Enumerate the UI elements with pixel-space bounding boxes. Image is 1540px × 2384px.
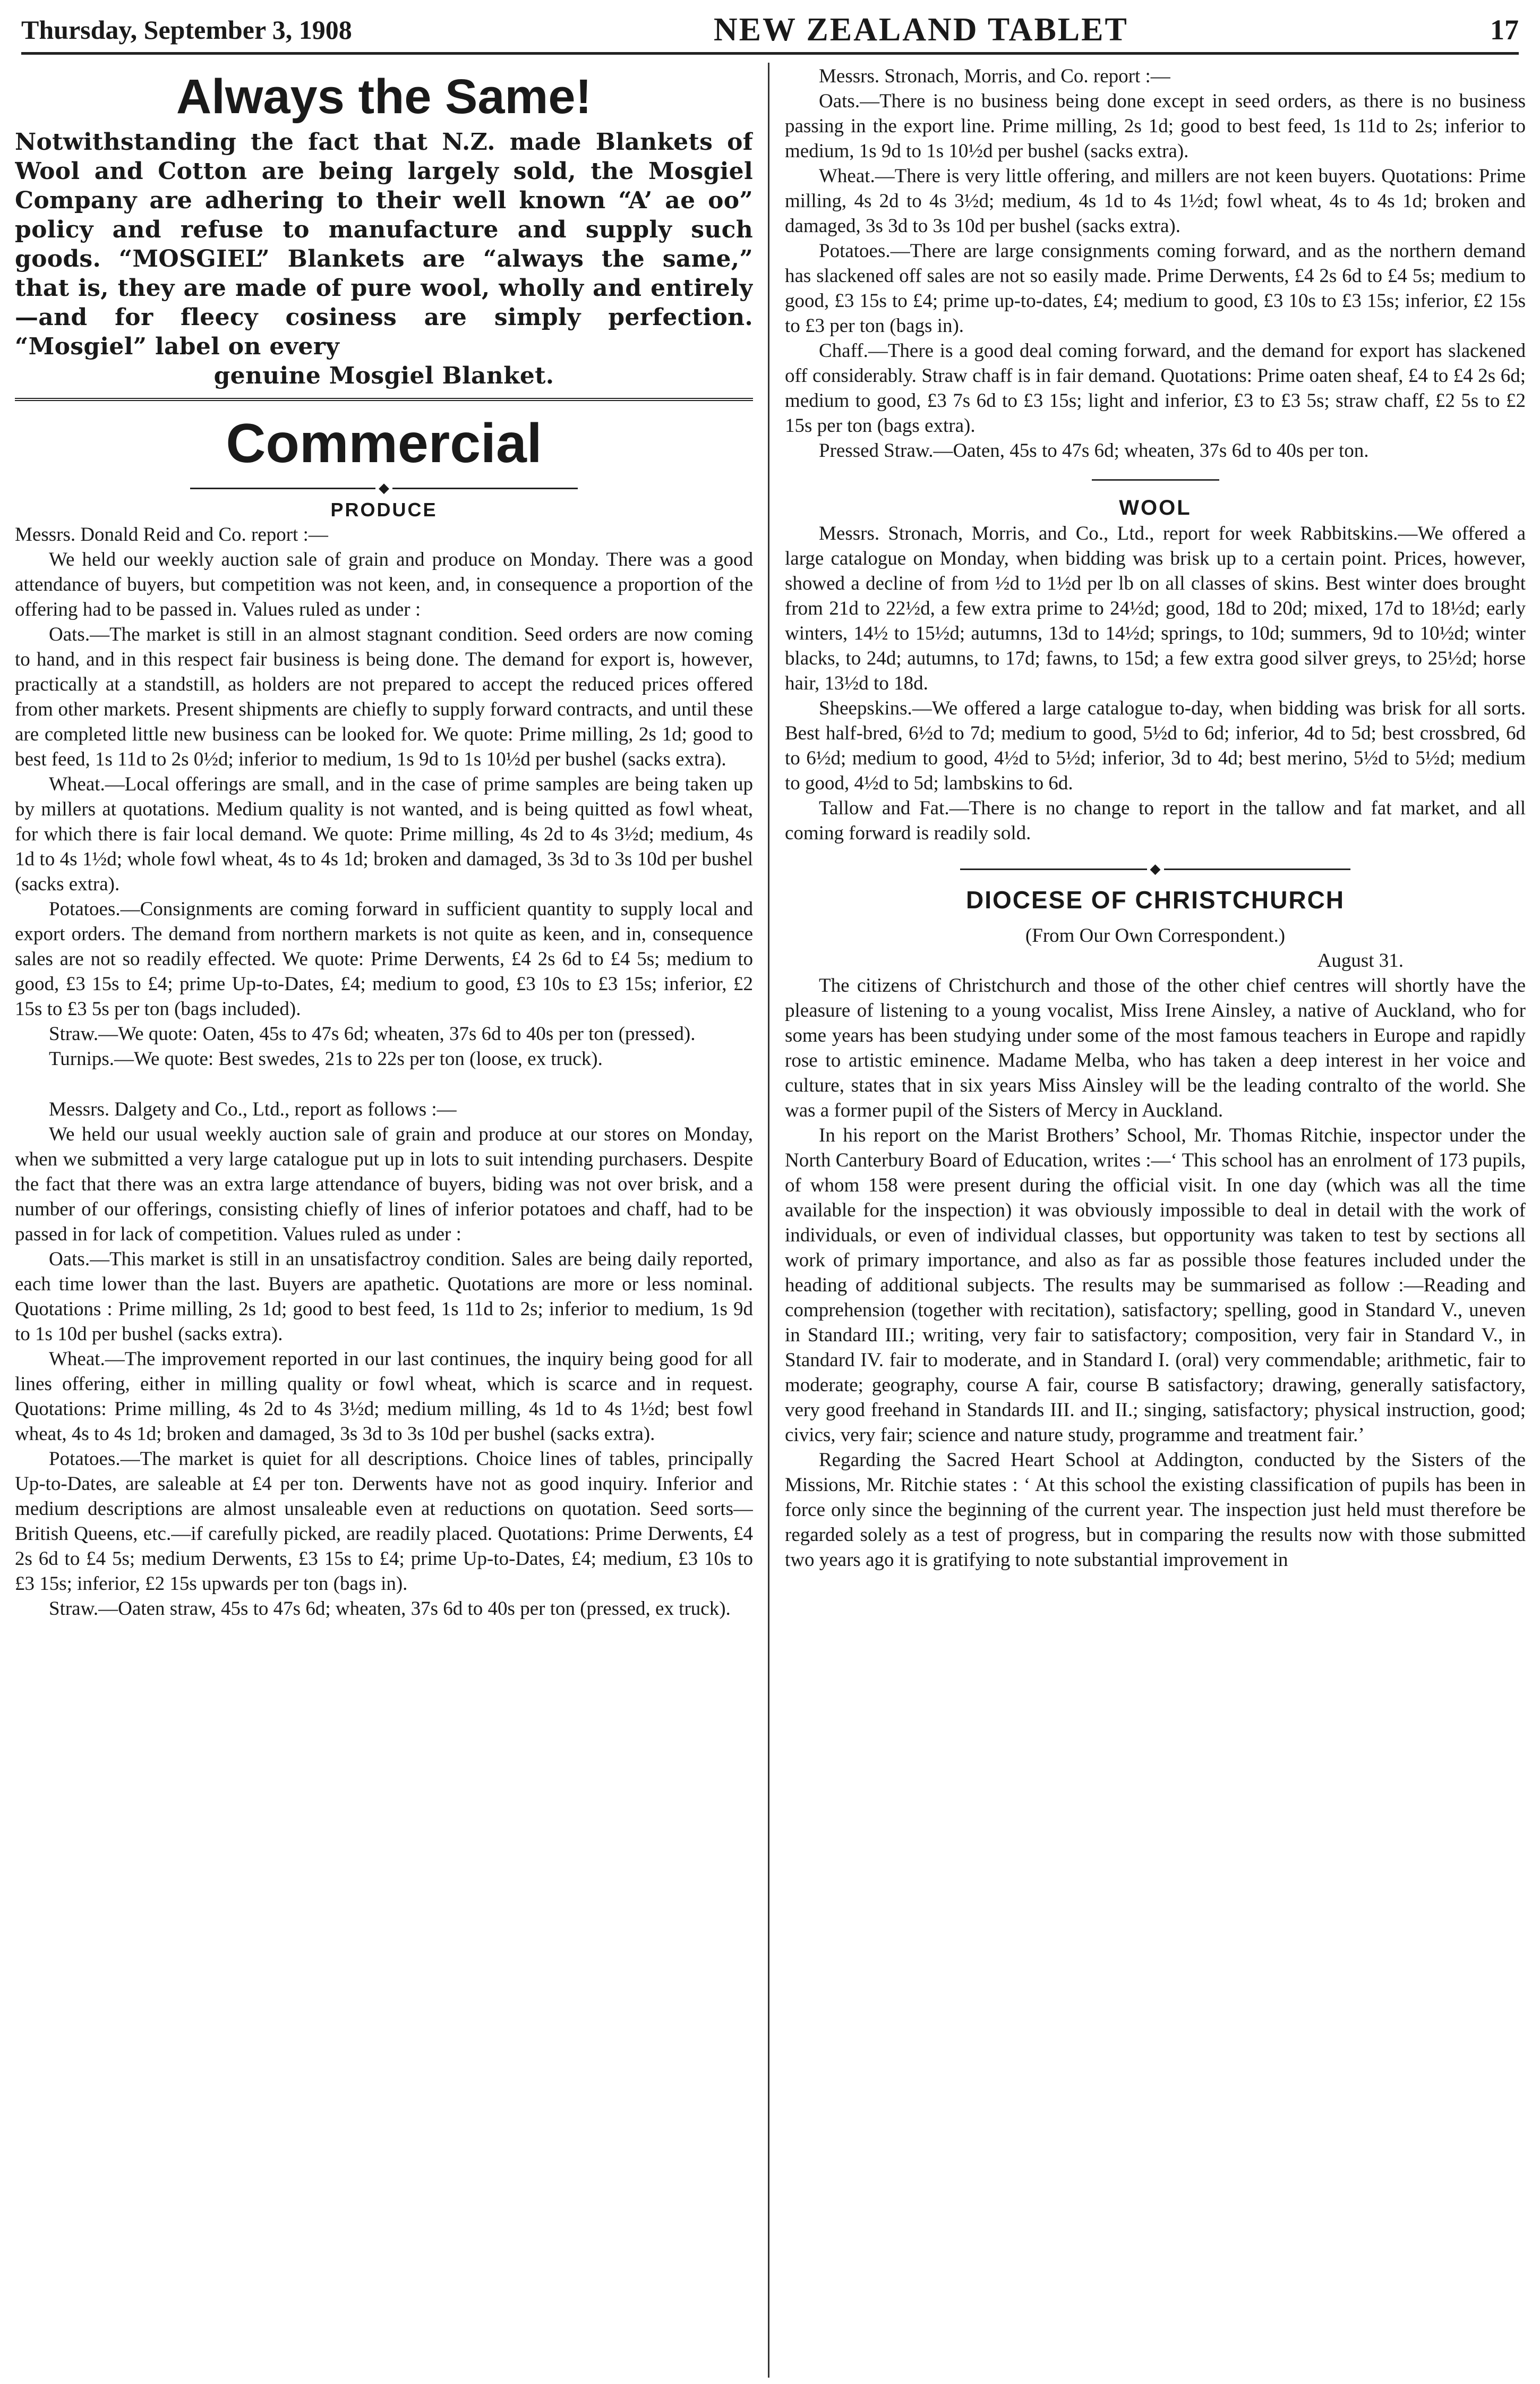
section-divider (1092, 479, 1219, 481)
ornament-rule (960, 862, 1350, 876)
report-paragraph: We held our weekly auction sale of grain and produce on Monday. There was a good attendance of buyers, but competition was not keen, and, in consequence a proportion of the offering had to be passed in. Values ruled as under : (15, 549, 753, 620)
subhead-wool: WOOL (1119, 496, 1192, 520)
report-paragraph: Potatoes.—There are large consignments coming forward, and as the northern demand has slackened off sales are not so easily made. Prime Derwents, £4 2s 6d to £4 5s; medium to good, £3 15s to £4; prime up-to-dates, £4; medium to good, £3 10s to £3 15s; inferior, £2 15s to £3 per ton (bags in). (785, 240, 1526, 337)
report-paragraph: Pressed Straw.—Oaten, 45s to 47s 6d; wheaten, 37s 6d to 40s per ton. (819, 440, 1369, 462)
report-paragraph: Wheat.—Local offerings are small, and in the case of prime samples are being taken up by millers at quotations. Medium quality is not wanted, and is being quitted as fowl wheat, for which there is fair local demand. We quote: Prime milling, 4s 2d to 4s 3½d; medium, 4s 1d to 4s 1½d; whole fowl wheat, 4s to 4s 1d; broken and damaged, 3s 3d to 3s 10d per bushel (sacks extra). (15, 773, 753, 895)
diocese-paragraph: Regarding the Sacred Heart School at Addington, conducted by the Sisters of the Missions, Mr. Ritchie states : ‘ At this school the existing classification of pupils has been in force only since the beginning of the current year. The inspection just held must therefore be regarded solely as a test of progress, but in comparing the results now with those submitted two years ago it is gratifying to note substantial improvement in (785, 1449, 1526, 1571)
report-paragraph: Chaff.—There is a good deal coming forward, and the demand for export has slackened off considerably. Straw chaff is in fair demand. Quotations: Prime oaten sheaf, £4 to £4 2s 6d; medium to good, £3 7s 6d to £3 15s; light and inferior, £3 to £3 5s; straw chaff, £2 5s to £2 15s per ton (bags extra). (785, 340, 1526, 437)
report-intro: Messrs. Dalgety and Co., Ltd., report as follows :— (49, 1099, 457, 1120)
ad-headline: Always the Same! (176, 70, 592, 124)
diocese-paragraph: The citizens of Christchurch and those of the other chief centres will shortly have the pleasure of listening to a young vocalist, Miss Irene Ainsley, a native of Auckland, who for some years has been studying under some of the most famous teachers in Europe and rapidly rose to artistic eminence. Madame Melba, who has taken a deep interest in her voice and culture, states that in six years Miss Ainsley will be the leading contralto of the world. She was a former pupil of the Sisters of Mercy in Auckland. (785, 975, 1526, 1121)
report-paragraph: Straw.—Oaten straw, 45s to 47s 6d; wheaten, 37s 6d to 40s per ton (pressed, ex truck). (49, 1598, 731, 1620)
ornament-rule (190, 481, 578, 496)
wool-paragraph: Messrs. Stronach, Morris, and Co., Ltd., report for week Rabbitskins.—We offered a large catalogue on Monday, when bidding was brisk up to a certain point. Prices, however, showed a decline of from ½d to 1½d per lb on all classes of skins. Best winter does brought from 21d to 22½d, a few extra prime to 24½d; good, 18d to 20d; mixed, 17d to 18½d; early winters, 14½ to 15½d; autumns, 13d to 14½d; springs, to 10d; summers, 9d to 10½d; winter blacks, to 24d; autumns, to 17d; fawns, to 15d; a few extra good silver greys, to 25½d; horse hair, 13½d to 18d. (785, 523, 1526, 694)
mosgiel-advertisement (15, 68, 753, 401)
ad-last-line: genuine Mosgiel Blanket. (213, 362, 554, 389)
report-paragraph: Potatoes.—The market is quiet for all descriptions. Choice lines of tables, principally Up-to-Dates, are saleable at £4 per ton. Derwents have not as good inquiry. Inferior and medium descriptions are almost unsaleable even at reductions on quotation. Seed sorts—British Queens, etc.—if carefully picked, are readily placed. Quotations: Prime Derwents, £4 2s 6d to £4 5s; medium Derwents, £3 15s to £4; prime Up-to-Dates, £4; medium, £3 10s to £3 15s; inferior, £2 15s upwards per ton (bags in). (15, 1448, 753, 1595)
report-paragraph: Straw.—We quote: Oaten, 45s to 47s 6d; wheaten, 37s 6d to 40s per ton (pressed). (49, 1023, 696, 1045)
subhead-produce: PRODUCE (330, 499, 438, 521)
report-paragraph: We held our usual weekly auction sale of grain and produce at our stores on Monday, when we submitted a very large catalogue put up in lots to suit intending purchasers. Despite the fact that there was an extra large attendance of buyers, biding was not over brisk, and a number of our offerings, consisting chiefly of lines of inferior potatoes and chaff, had to be passed in for lack of competition. Values ruled as under : (15, 1123, 753, 1245)
diamond-ornament-icon: ◆ (1147, 862, 1164, 876)
ad-body (15, 127, 753, 390)
right-column (785, 64, 1526, 2378)
issue-date: Thursday, September 3, 1908 (21, 15, 352, 45)
wool-paragraph: Sheepskins.—We offered a large catalogue to-day, when bidding was brisk for all sorts. Best half-bred, 6½d to 7d; medium to good, 5½d to 6d; inferior, 4d to 5d; best crossbred, 6d to 6½d; medium to good, 4½d to 5½d; inferior, 3d to 4d; best merino, 5½d to 5½d; medium to good, 4½d to 5d; lambskins to 6d. (785, 697, 1526, 794)
subhead-diocese: DIOCESE OF CHRISTCHURCH (965, 886, 1345, 914)
report-paragraph: Wheat.—The improvement reported in our last continues, the inquiry being good for all lines offering, either in milling quality or fowl wheat, which is scarce and in request. Quotations: Prime milling, 4s 2d to 4s 3½d; medium milling, 4s 1d to 4s 1½d; best fowl wheat, 4s to 4s 1d; broken and damaged, 3s 3d to 3s 10d per bushel (sacks extra). (15, 1348, 753, 1445)
report-paragraph: Turnips.—We quote: Best swedes, 21s to 22s per ton (loose, ex truck). (49, 1048, 603, 1070)
report-paragraph: Potatoes.—Consignments are coming forward in sufficient quantity to supply local and export orders. The demand from northern markets is not quite as keen, and in, consequence sales are not so readily effected. We quote: Prime Derwents, £4 2s 6d to £4 5s; medium to good, £3 15s to £4; prime Up-to-Dates, £4; medium to good, £3 10s to £3 15s; inferior, £2 15s to £3 5s per ton (bags included). (15, 898, 753, 1020)
diocese-paragraph: In his report on the Marist Brothers’ School, Mr. Thomas Ritchie, inspector under the North Canterbury Board of Education, writes :—‘ This school has an enrolment of 173 pupils, of whom 158 were present during the official visit. In one day (which was all the time available for the inspection) it was obviously impossible to deal in detail with the work of individuals, or even of individual classes, but opportunity was taken to test by sections all work of primary importance, and also as far as possible those features included under the heading of additional subjects. The results may be summarised as follow :—Reading and comprehension (together with recitation), satisfactory; spelling, good in Standard V., uneven in Standard III.; writing, very fair to satisfactory; composition, very fair in Standard V., in Standard IV. fair to moderate, and in Standard I. (oral) very commendable; arithmetic, fair to moderate; geography, course A fair, course B satisfactory; drawing, generally satisfactory, very good freehand in Standards III. and II.; singing, satisfactory; physical instruction, good; civics, very fair; science and nature study, programme and treatment fair.’ (785, 1125, 1526, 1446)
masthead (21, 7, 1519, 55)
left-column (15, 64, 753, 2378)
ad-body-text: Notwithstanding the fact that N.Z. made Blankets of Wool and Cotton are being largely sold, the Mosgiel Company are adhering to their well known “A’ ae oo” policy and refuse to manufacture and supply such goods. “MOSGIEL” Blankets are “always the same,” that is, they are made of pure wool, wholly and entirely—and for fleecy cosiness are simply perfection. “Mosgiel” label on every (15, 129, 753, 360)
report-paragraph: Wheat.—There is very little offering, and millers are not keen buyers. Quotations: Prime milling, 4s 2d to 4s 3½d; medium, 4s 1d to 4s 1½d; fowl wheat, 4s to 4s 1d; broken and damaged, 3s 3d to 3s 10d per bushel (sacks extra). (785, 165, 1526, 237)
report-paragraph: Oats.—The market is still in an almost stagnant condition. Seed orders are now coming to hand, and in this respect fair business is being done. The demand for export is, however, practically at a standstill, as holders are not prepared to accept the reduced prices offered from other markets. Present shipments are chiefly to supply forward contracts, and until these are completed little new business can be looked for. We quote: Prime milling, 2s 1d; good to best feed, 1s 11d to 2s 0½d; inferior to medium, 1s 9d to 1s 10½d per bushel (sacks extra). (15, 624, 753, 770)
report-intro: Messrs. Stronach, Morris, and Co. report :— (819, 65, 1170, 87)
diamond-ornament-icon: ◆ (375, 481, 392, 496)
column-divider (768, 63, 769, 2378)
wool-paragraph: Tallow and Fat.—There is no change to report in the tallow and fat market, and all coming forward is readily sold. (785, 797, 1526, 844)
spacer (15, 1071, 753, 1097)
report-paragraph: Oats.—This market is still in an unsatisfactroy condition. Sales are being daily reported, each time lower than the last. Buyers are apathetic. Quotations are more or less nominal. Quotations : Prime milling, 2s 1d; good to best feed, 1s 11d to 2s; inferior to medium, 1s 9d to 1s 10d per bushel (sacks extra). (15, 1248, 753, 1345)
page-number: 17 (1490, 14, 1519, 46)
publication-title: NEW ZEALAND TABLET (713, 11, 1128, 48)
report-intro: Messrs. Donald Reid and Co. report :— (15, 524, 328, 546)
dispatch-date: August 31. (1317, 950, 1404, 972)
section-title-commercial: Commercial (226, 413, 542, 474)
report-paragraph: Oats.—There is no business being done except in seed orders, as there is no business passing in the export line. Prime milling, 2s 1d; good to best feed, 1s 11d to 2s; inferior to medium, 1s 9d to 1s 10½d per bushel (sacks extra). (785, 90, 1526, 162)
correspondent-byline: (From Our Own Correspondent.) (1025, 925, 1286, 947)
